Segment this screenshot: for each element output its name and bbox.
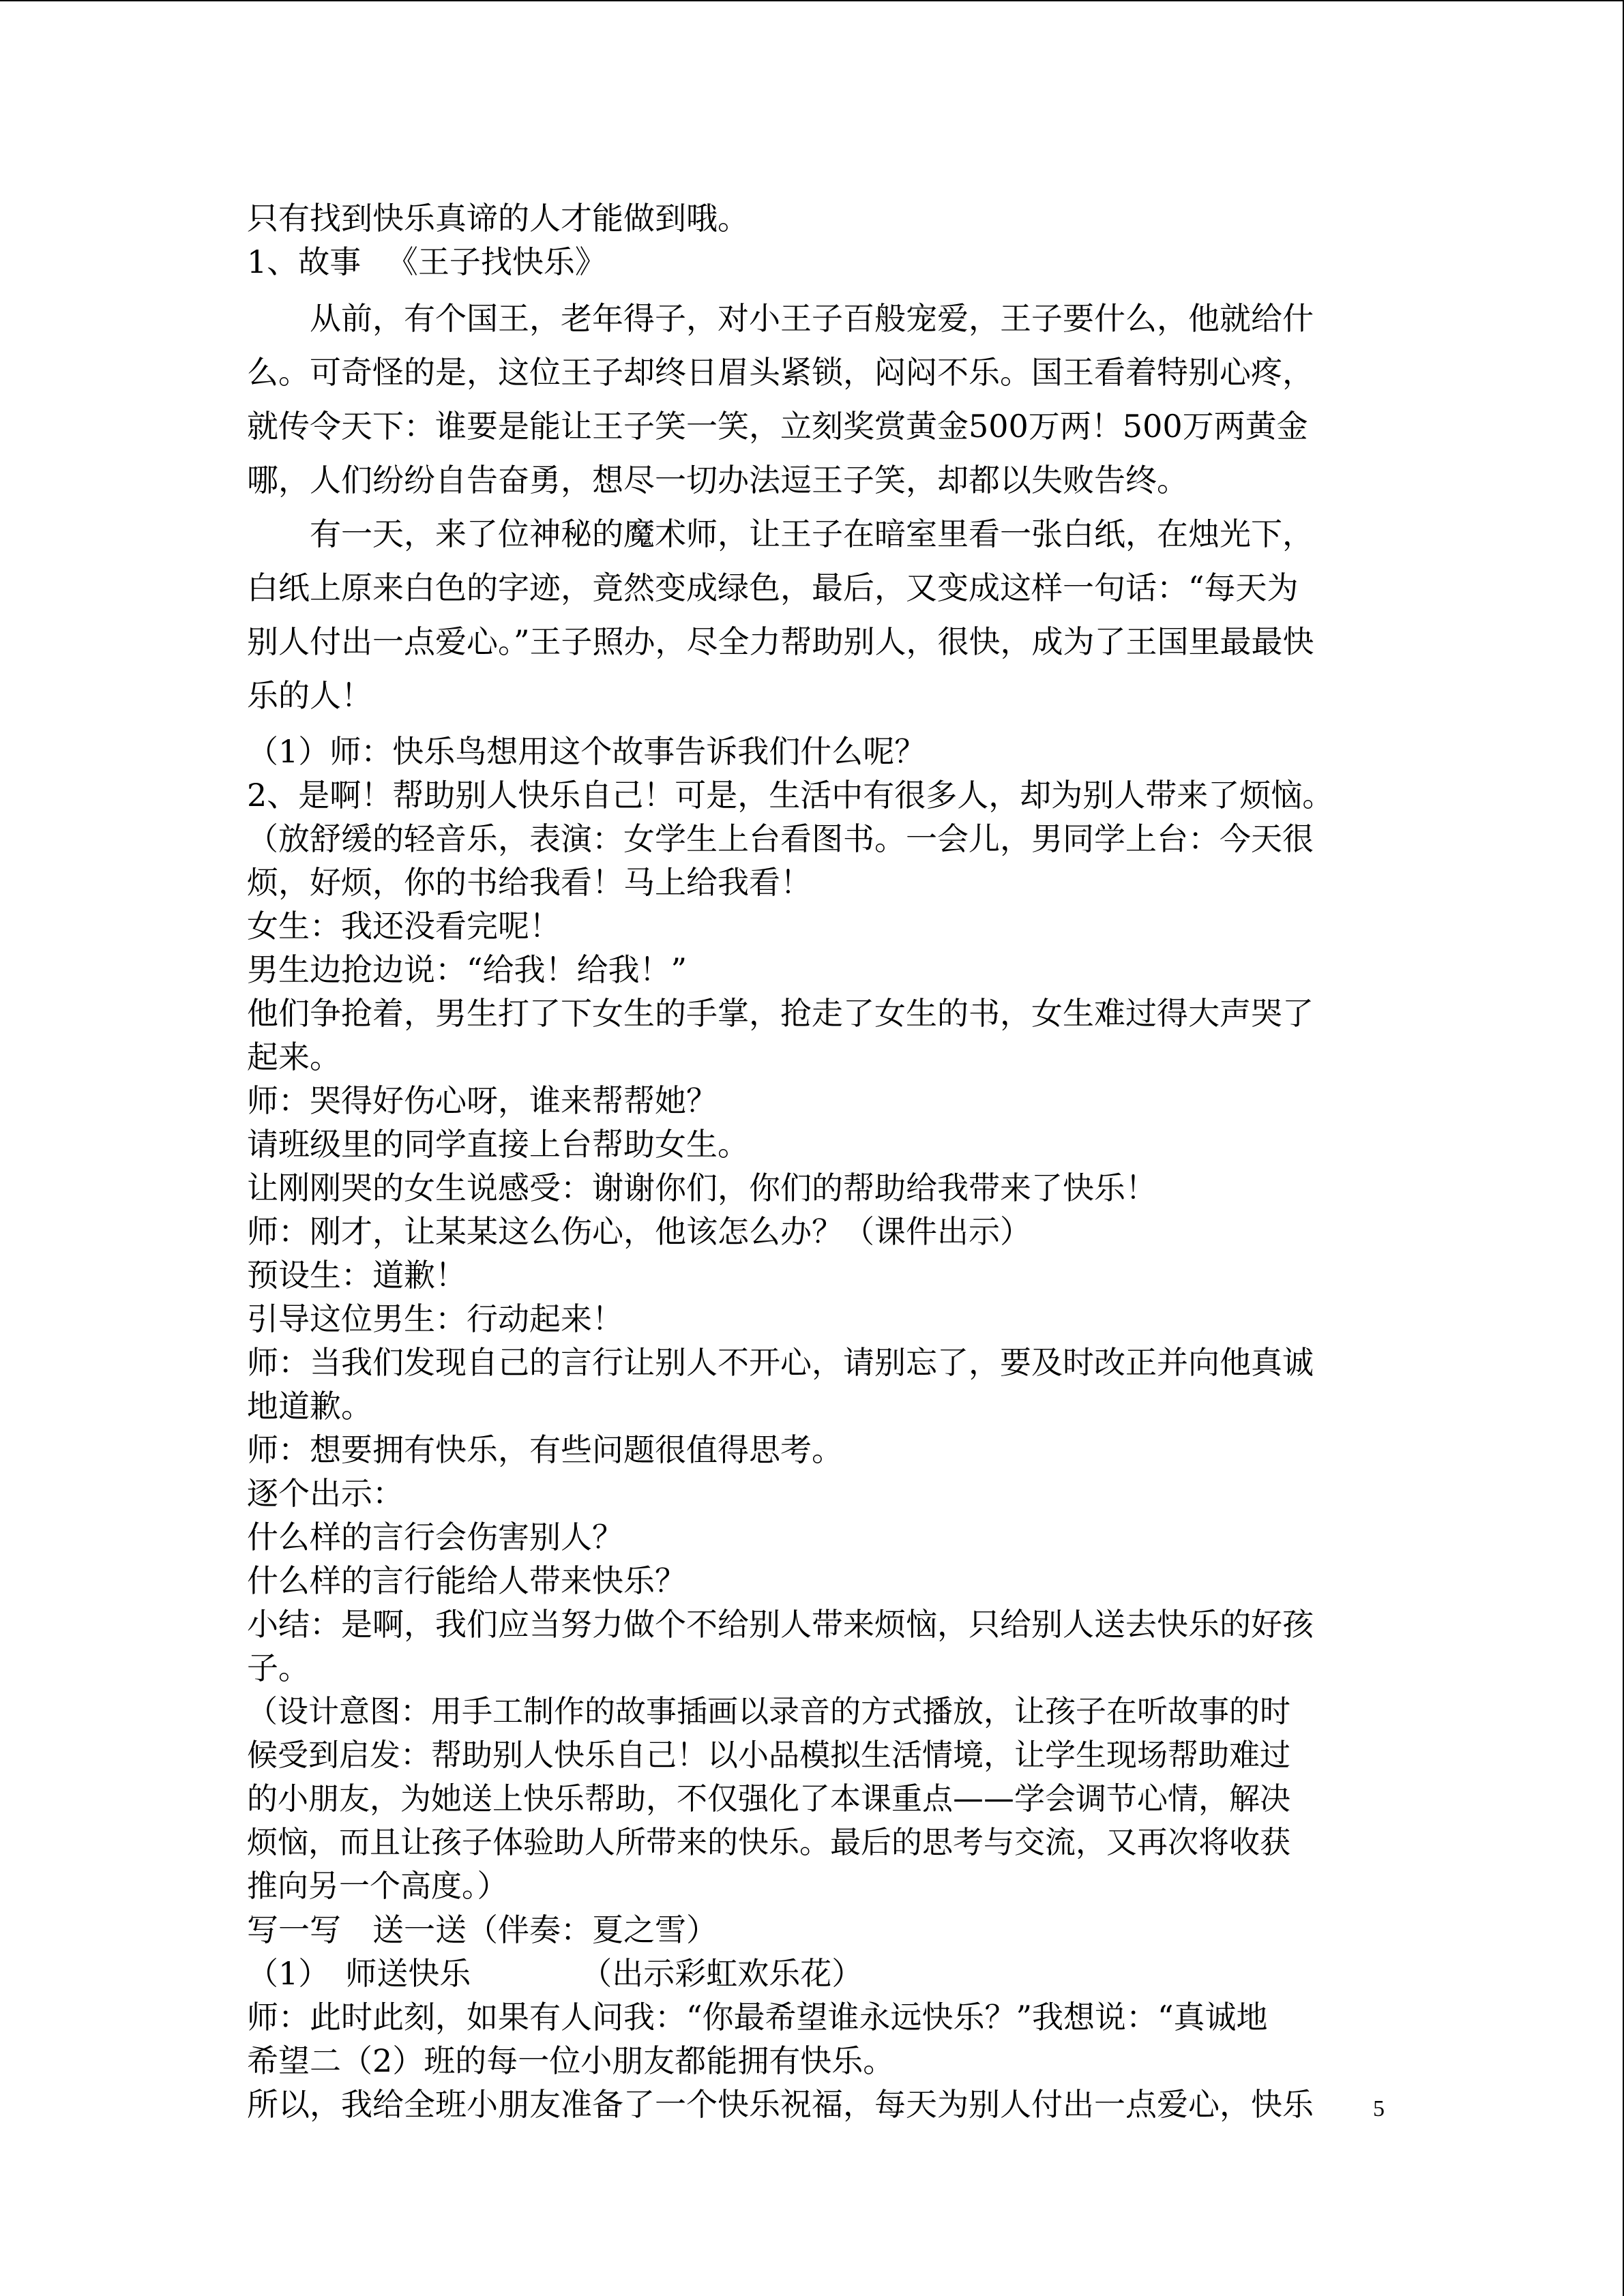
story-line: 从前，有个国王，老年得子，对小王子百般宠爱，王子要什么，他就给什 xyxy=(310,300,1314,337)
text-line: 烦，好烦，你的书给我看！马上给我看！ xyxy=(247,864,812,901)
text-line: 引导这位男生：行动起来！ xyxy=(247,1300,623,1337)
section-heading: 1、故事 《王子找快乐》 xyxy=(247,243,606,280)
design-intent-line: 的小朋友，为她送上快乐帮助，不仅强化了本课重点——学会调节心情，解决 xyxy=(247,1780,1291,1817)
page-number: 5 xyxy=(1373,2096,1385,2121)
document-body xyxy=(247,196,1379,2126)
text-line: 男生边抢边说：“给我！给我！” xyxy=(247,951,688,988)
text-line: 师：想要拥有快乐，有些问题很值得思考。 xyxy=(247,1431,843,1468)
text-line: 师：哭得好伤心呀，谁来帮帮她？ xyxy=(247,1082,718,1119)
story-line: 白纸上原来白色的字迹，竟然变成绿色，最后，又变成这样一句话：“每天为 xyxy=(247,569,1299,606)
design-intent-line: 推向另一个高度。） xyxy=(247,1868,508,1904)
text-line: 师：刚才，让某某这么伤心，他该怎么办？（课件出示） xyxy=(247,1213,1031,1250)
text-line: （1）师：快乐鸟想用这个故事告诉我们什么呢？ xyxy=(247,733,926,770)
story-line: 有一天，来了位神秘的魔术师，让王子在暗室里看一张白纸，在烛光下， xyxy=(310,516,1314,552)
text-line: 预设生：道歉！ xyxy=(247,1257,467,1294)
text-line: 小结：是啊，我们应当努力做个不给别人带来烦恼，只给别人送去快乐的好孩 xyxy=(247,1606,1314,1643)
text-line: 他们争抢着，男生打了下女生的手掌，抢走了女生的书，女生难过得大声哭了 xyxy=(247,995,1314,1032)
text-line: 地道歉。 xyxy=(247,1388,372,1425)
text-line: （放舒缓的轻音乐，表演：女学生上台看图书。一会儿，男同学上台：今天很 xyxy=(247,820,1314,857)
design-intent-line: （设计意图：用手工制作的故事插画以录音的方式播放，让孩子在听故事的时 xyxy=(247,1693,1291,1729)
text-line: 师：当我们发现自己的言行让别人不开心，请别忘了，要及时改正并向他真诚 xyxy=(247,1344,1314,1381)
design-intent-line: 候受到启发：帮助别人快乐自己！以小品模拟生活情境，让学生现场帮助难过 xyxy=(247,1737,1291,1773)
story-line: 乐的人！ xyxy=(247,677,372,714)
text-line: 逐个出示： xyxy=(247,1475,404,1512)
story-line: 就传令天下：谁要是能让王子笑一笑，立刻奖赏黄金500万两！500万两黄金 xyxy=(247,408,1308,445)
section-heading: 2、是啊！帮助别人快乐自己！可是，生活中有很多人，却为别人带来了烦恼。 xyxy=(247,777,1334,814)
text-line: 只有找到快乐真谛的人才能做到哦。 xyxy=(247,200,749,237)
text-line: 让刚刚哭的女生说感受：谢谢你们，你们的帮助给我带来了快乐！ xyxy=(247,1169,1157,1206)
story-line: 么。可奇怪的是，这位王子却终日眉头紧锁，闷闷不乐。国王看着特别心疼， xyxy=(247,354,1314,391)
text-line: 请班级里的同学直接上台帮助女生。 xyxy=(247,1126,749,1163)
text-line: 什么样的言行能给人带来快乐？ xyxy=(247,1562,686,1599)
text-line: 子。 xyxy=(247,1650,310,1686)
text-line: 女生：我还没看完呢！ xyxy=(247,908,561,944)
text-line: 起来。 xyxy=(247,1039,341,1075)
text-line: 什么样的言行会伤害别人？ xyxy=(247,1519,623,1555)
story-line: 哪，人们纷纷自告奋勇，想尽一切办法逗王子笑，却都以失败告终。 xyxy=(247,462,1188,498)
text-line: 师：此时此刻，如果有人问我：“你最希望谁永远快乐？”我想说：“真诚地 xyxy=(247,1999,1268,2036)
design-intent-line: 烦恼，而且让孩子体验助人所带来的快乐。最后的思考与交流，又再次将收获 xyxy=(247,1824,1291,1860)
story-line: 别人付出一点爱心。”王子照办，尽全力帮助别人，很快，成为了王国里最最快 xyxy=(247,623,1314,660)
text-line: 希望二（2）班的每一位小朋友都能拥有快乐。 xyxy=(247,2042,895,2079)
section-heading: 写一写 送一送（伴奏：夏之雪） xyxy=(247,1911,718,1948)
text-line: （1） 师送快乐 （出示彩虹欢乐花） xyxy=(247,1955,863,1992)
text-line: 所以，我给全班小朋友准备了一个快乐祝福，每天为别人付出一点爱心，快乐 xyxy=(247,2086,1314,2123)
